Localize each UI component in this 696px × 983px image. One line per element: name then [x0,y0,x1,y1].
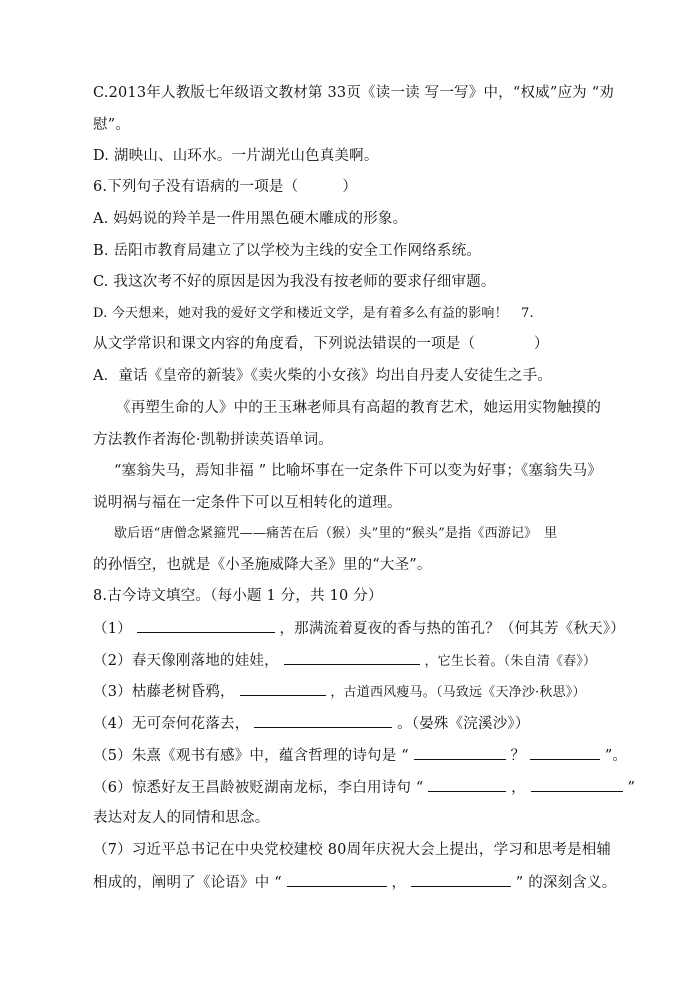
question-7-option-d-line-1: 歇后语“唐僧念紧箍咒——痛苦在后（猴）头”里的“猴头”是指《西游记》 里 [114,526,558,541]
fill-blank-7-mid: ， [391,875,407,891]
answer-blank-7a[interactable] [287,872,387,887]
fill-blank-6-line-2: 表达对友人的同情和思念。 [93,810,270,826]
question-7-option-c-line-2: 说明祸与福在一定条件下可以互相转化的道理。 [93,495,402,511]
fill-blank-7-line-2 [93,872,616,893]
answer-blank-6a[interactable] [428,777,506,792]
question-7-option-d-line-2: 的孙悟空，也就是《小圣施威降大圣》里的“大圣”。 [93,557,432,573]
question-6-option-b: B. 岳阳市教育局建立了以学校为主线的安全工作网络系统。 [93,243,481,259]
fill-blank-7-line-1: （7）习近平总书记在中央党校建校 80周年庆祝大会上提出，学习和思考是相辅 [93,842,612,858]
question-8-stem: 8.古今诗文填空。（每小题 1 分，共 10 分） [93,588,383,604]
fill-blank-5-mid: ？ [510,748,526,764]
fill-blank-6-mid: ， [511,780,526,796]
question-6-option-d: D. 今天想来，她对我的爱好文学和楼近文学，是有着多么有益的影响！ 7. [93,306,534,321]
question-6-option-a: A. 妈妈说的羚羊是一件用黑色硬木雕成的形象。 [93,211,408,227]
question-7-option-a: A．童话《皇帝的新装》《卖火柴的小女孩》均出自丹麦人安徒生之手。 [93,368,553,384]
fill-blank-2 [93,650,616,672]
option-d: D. 湖映山、山环水。一片湖光山色真美啊。 [93,148,379,164]
question-6-stem: 6.下列句子没有语病的一项是（ ） [93,179,358,195]
answer-blank-5a[interactable] [414,745,506,760]
option-c-line-2: 慰”。 [93,117,131,133]
fill-blank-5 [93,745,628,766]
question-7-option-c-line-1: “塞翁失马，焉知非福 ” 比喻坏事在一定条件下可以变为好事；《塞翁失马》 [114,463,602,479]
fill-blank-6-suffix: ” [627,780,636,796]
fill-blank-1 [93,618,626,639]
fill-blank-5-suffix: ”。 [604,748,628,764]
answer-blank-2[interactable] [284,650,420,665]
option-c-line-1: C.2013年人教版七年级语文教材第 33页《读一读 写一写》中，“权威”应为 “劝 [93,85,615,101]
fill-blank-4 [93,713,616,734]
answer-blank-7b[interactable] [411,872,511,887]
fill-blank-1-suffix: ，那满流着夏夜的香与热的笛孔？（何其芳《秋天》） [279,621,626,637]
fill-blank-6 [93,777,636,798]
question-7-option-b-line-1: 《再塑生命的人》中的王玉琳老师具有高超的教育艺术，她运用实物触摸的 [116,400,602,416]
question-7-option-b-line-2: 方法教作者海伦·凯勒拼读英语单词。 [93,432,334,448]
fill-blank-7-suffix: ” 的深刻含义。 [515,875,617,891]
fill-blank-7-prefix: 相成的，阐明了《论语》中 “ [93,875,282,891]
fill-blank-4-suffix: 。（晏殊《浣溪沙》） [397,716,530,732]
fill-blank-5-prefix: （5）朱熹《观书有感》中，蕴含哲理的诗句是 “ [93,748,409,764]
fill-blank-2-suffix: ，它生长着。（朱自清《春》） [424,654,597,669]
fill-blank-1-prefix: （1） [93,621,132,637]
answer-blank-3[interactable] [240,681,326,696]
fill-blank-3-suffix: ，古道西风瘦马。（马致远《天净沙·秋思》） [330,685,586,700]
fill-blank-6-prefix: （6）惊悉好友王昌龄被贬湖南龙标，李白用诗句 “ [93,780,424,796]
question-7-stem: 从文学常识和课文内容的角度看，下列说法错误的一项是（ ） [93,336,549,352]
question-6-option-c: C. 我这次考不好的原因是因为我没有按老师的要求仔细审题。 [93,274,496,290]
fill-blank-2-prefix: （2）春天像刚落地的娃娃， [93,653,279,669]
fill-blank-3 [93,681,616,703]
answer-blank-4[interactable] [254,713,392,728]
answer-blank-5b[interactable] [530,745,600,760]
answer-blank-1[interactable] [137,618,275,633]
answer-blank-6b[interactable] [531,777,623,792]
fill-blank-3-prefix: （3）枯藤老树昏鸦， [93,684,235,700]
fill-blank-4-prefix: （4）无可奈何花落去， [93,716,250,732]
